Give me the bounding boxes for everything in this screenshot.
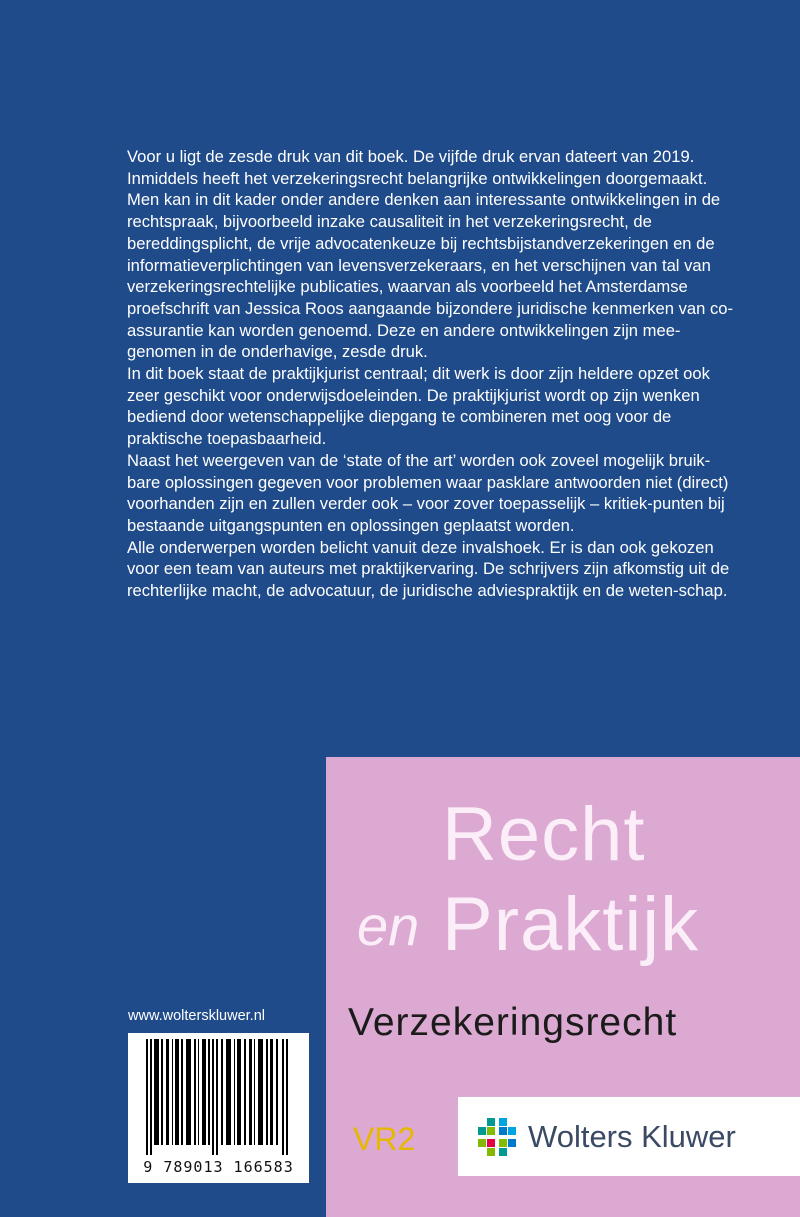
wolters-kluwer-logo-icon <box>474 1114 520 1160</box>
publisher-name: Wolters Kluwer <box>528 1119 736 1154</box>
publisher-logo-box <box>458 1097 800 1176</box>
publisher-url: www.wolterskluwer.nl <box>128 1008 265 1024</box>
blurb-paragraph-1: Voor u ligt de zesde druk van dit boek. De vijfde druk ervan dateert van 2019. Inmiddels heeft het verzekeringsrecht belangrijke ontwikkelingen doorgemaakt. Men kan in dit kader onder andere denken aan interessante ontwikkelingen in de rechtspraak, bijvoorbeeld inzake causaliteit in het verzekeringsrecht, de bereddingsplicht, de vrije advocatenkeuze bij rechtsbijstandverzekeringen en de informatieverplichtingen van levensverzekeraars, en het verschijnen van tal van verzekeringsrechtelijke publicaties, waarvan als voorbeeld het Amsterdamse proefschrift van Jessica Roos aangaande bijzondere juridische kenmerken van co-assurantie kan worden genoemd. Deze en andere ontwikkelingen zijn mee-genomen in de onderhavige, zesde druk. <box>127 147 734 362</box>
isbn-digits: 9 789013 166583 <box>143 1158 294 1176</box>
series-title-praktijk: Praktijk <box>442 882 700 967</box>
blurb-paragraph-4: Alle onderwerpen worden belicht vanuit deze invalshoek. Er is dan ook gekozen voor een team van auteurs met praktijkervaring. De schrijvers zijn afkomstig uit de rechterlijke macht, de advocatuur, de juridische adviespraktijk en de weten-schap. <box>127 537 730 601</box>
isbn-barcode <box>128 1033 309 1183</box>
barcode-bars-icon <box>146 1039 291 1155</box>
series-title-recht: Recht <box>442 792 646 877</box>
book-subject: Verzekeringsrecht <box>348 1001 678 1044</box>
series-title-en: en <box>357 894 420 957</box>
back-cover-blurb <box>127 146 739 602</box>
blurb-paragraph-3: Naast het weergeven van de ‘state of the art’ worden ook zoveel mogelijk bruik-bare oplossingen gegeven voor problemen waar pasklare antwoorden niet (direct) voorhanden zijn en zullen verder ook – voor zover toepasselijk – kritiek-punten bij bestaande uitgangspunten en oplossingen geplaatst worden. <box>127 450 729 535</box>
blurb-paragraph-2: In dit boek staat de praktijkjurist centraal; dit werk is door zijn heldere opzet ook zeer geschikt voor onderwijsdoeleinden. De praktijkjurist wordt op zijn wenken bediend door wetenschappelijke diepgang te combineren met oog voor de praktische toepasbaarheid. <box>127 364 710 449</box>
volume-number: VR2 <box>353 1121 416 1157</box>
